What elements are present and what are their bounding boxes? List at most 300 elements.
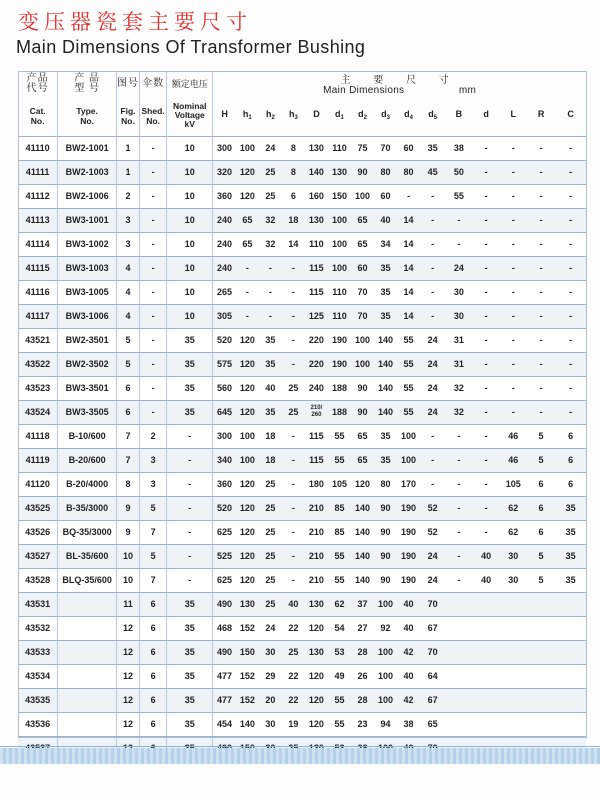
table-cell: 41117 — [18, 304, 58, 328]
table-cell: - — [167, 424, 213, 448]
table-cell: 24 — [420, 568, 445, 592]
header-cat-en: Cat. No. — [18, 96, 58, 136]
table-cell: 3 — [116, 232, 139, 256]
table-cell: 85 — [328, 496, 351, 520]
table-cell: 55 — [397, 352, 420, 376]
table-cell: 90 — [351, 400, 374, 424]
table-cell: 24 — [445, 256, 472, 280]
table-cell: 70 — [420, 640, 445, 664]
table-cell: BW3-1003 — [58, 256, 117, 280]
table-cell: - — [397, 184, 420, 208]
header-shed-en: Shed. No. — [139, 96, 166, 136]
table-cell: 67 — [420, 616, 445, 640]
table-cell: 43521 — [18, 328, 58, 352]
header-type-en: Type. No. — [58, 96, 117, 136]
table-cell — [500, 640, 527, 664]
table-cell: 9 — [116, 520, 139, 544]
table-cell: - — [259, 256, 282, 280]
table-cell: 32 — [259, 232, 282, 256]
table-cell: - — [167, 568, 213, 592]
table-cell: 35 — [374, 448, 397, 472]
table-cell: 10 — [167, 304, 213, 328]
table-cell: 140 — [374, 352, 397, 376]
table-cell: 24 — [420, 328, 445, 352]
table-cell: 575 — [213, 352, 236, 376]
table-cell: 150 — [236, 640, 259, 664]
table-cell: - — [527, 256, 555, 280]
table-cell: 340 — [213, 448, 236, 472]
table-cell: 100 — [328, 208, 351, 232]
table-cell: 25 — [282, 376, 305, 400]
table-row — [18, 496, 586, 520]
table-cell: 35 — [167, 688, 213, 712]
table-cell: 20 — [259, 688, 282, 712]
header-dim-B: B — [455, 108, 463, 119]
table-cell: - — [472, 208, 499, 232]
table-row — [18, 664, 586, 688]
table-cell: 100 — [374, 664, 397, 688]
table-cell: 24 — [420, 352, 445, 376]
table-cell: 115 — [305, 448, 328, 472]
header-voltage-en: Nominal Voltage kV — [167, 96, 213, 136]
table-cell: 100 — [374, 592, 397, 616]
table-cell: - — [500, 136, 527, 160]
table-cell: - — [445, 544, 472, 568]
table-cell: - — [500, 280, 527, 304]
table-cell: 35 — [259, 352, 282, 376]
table-cell: 28 — [351, 688, 374, 712]
table-cell: 490 — [213, 640, 236, 664]
table-cell: 520 — [213, 328, 236, 352]
table-cell: 35 — [167, 352, 213, 376]
table-cell: 477 — [213, 664, 236, 688]
table-cell: 65 — [236, 208, 259, 232]
table-cell: 5 — [116, 352, 139, 376]
table-cell: 110 — [305, 232, 328, 256]
table-cell: 25 — [259, 568, 282, 592]
table-cell: 65 — [420, 712, 445, 736]
table-cell: - — [236, 304, 259, 328]
table-cell — [58, 712, 117, 736]
table-cell: BW3-1006 — [58, 304, 117, 328]
table-cell: 35 — [167, 640, 213, 664]
table-cell: - — [527, 352, 555, 376]
table-cell — [472, 664, 499, 688]
table-cell: 30 — [500, 568, 527, 592]
table-cell: BW2-1003 — [58, 160, 117, 184]
table-cell: 150 — [328, 184, 351, 208]
table-cell: - — [445, 496, 472, 520]
table-cell — [527, 640, 555, 664]
table-cell: 152 — [236, 616, 259, 640]
table-cell: 22 — [282, 688, 305, 712]
table-cell: 6 — [282, 184, 305, 208]
table-cell: 43528 — [18, 568, 58, 592]
table-cell: 70 — [351, 280, 374, 304]
table-cell: 40 — [282, 592, 305, 616]
table-cell: - — [527, 232, 555, 256]
table-cell: - — [555, 400, 586, 424]
table-cell: - — [167, 496, 213, 520]
table-cell: - — [472, 400, 499, 424]
table-cell: 625 — [213, 568, 236, 592]
table-cell: 240 — [213, 256, 236, 280]
table-cell: 140 — [351, 544, 374, 568]
table-cell: 35 — [555, 496, 586, 520]
table-cell: 90 — [351, 376, 374, 400]
table-cell: 190 — [397, 496, 420, 520]
dimensions-table-container — [18, 71, 586, 737]
table-cell: 130 — [328, 160, 351, 184]
table-cell: 4 — [116, 280, 139, 304]
table-cell: 41114 — [18, 232, 58, 256]
table-cell: - — [472, 352, 499, 376]
table-cell: 19 — [282, 712, 305, 736]
footer-decorative-band — [0, 748, 600, 764]
table-cell: 55 — [328, 688, 351, 712]
table-cell: 6 — [555, 472, 586, 496]
table-cell: 210 — [305, 568, 328, 592]
table-cell — [445, 592, 472, 616]
table-cell — [58, 640, 117, 664]
table-cell — [555, 664, 586, 688]
table-cell: 300 — [213, 424, 236, 448]
table-cell: 90 — [374, 520, 397, 544]
table-cell: 41115 — [18, 256, 58, 280]
table-cell: 100 — [328, 232, 351, 256]
table-cell: B-20/600 — [58, 448, 117, 472]
table-cell: 80 — [374, 160, 397, 184]
table-cell: 265 — [213, 280, 236, 304]
table-cell: BW2-3501 — [58, 328, 117, 352]
table-cell: 45 — [420, 160, 445, 184]
table-cell: - — [445, 472, 472, 496]
table-cell: 6 — [116, 400, 139, 424]
table-cell: - — [472, 472, 499, 496]
table-cell: BW2-1006 — [58, 184, 117, 208]
table-cell: 120 — [236, 472, 259, 496]
table-row — [18, 376, 586, 400]
table-cell: 6 — [139, 616, 166, 640]
table-cell — [472, 640, 499, 664]
table-cell: 25 — [282, 640, 305, 664]
table-cell: 6 — [139, 712, 166, 736]
table-cell: 32 — [445, 376, 472, 400]
table-cell: 34 — [374, 232, 397, 256]
table-cell: - — [420, 232, 445, 256]
table-cell: 120 — [236, 520, 259, 544]
table-cell: - — [282, 424, 305, 448]
table-row — [18, 568, 586, 592]
table-cell: 3 — [139, 472, 166, 496]
table-cell — [555, 712, 586, 736]
table-cell: 9 — [116, 496, 139, 520]
table-cell: 10 — [167, 280, 213, 304]
table-cell: 2 — [139, 424, 166, 448]
table-row — [18, 640, 586, 664]
table-cell: 25 — [259, 592, 282, 616]
table-cell: 170 — [397, 472, 420, 496]
header-main-dimensions — [213, 71, 586, 96]
table-row — [18, 448, 586, 472]
table-cell: 18 — [259, 424, 282, 448]
table-cell: - — [500, 184, 527, 208]
table-cell: 5 — [527, 568, 555, 592]
table-row — [18, 520, 586, 544]
table-cell: - — [555, 184, 586, 208]
table-cell: 100 — [351, 328, 374, 352]
table-cell: 130 — [236, 592, 259, 616]
table-cell: 8 — [116, 472, 139, 496]
table-cell: 54 — [328, 616, 351, 640]
table-cell: 120 — [236, 160, 259, 184]
header-dim-d4: $d_4$ — [404, 108, 413, 121]
table-cell: 42 — [397, 640, 420, 664]
table-cell: B-35/3000 — [58, 496, 117, 520]
table-cell: - — [445, 568, 472, 592]
table-cell: 35 — [374, 256, 397, 280]
table-cell: - — [445, 448, 472, 472]
table-cell: 6 — [139, 592, 166, 616]
table-cell: 65 — [351, 208, 374, 232]
table-cell: 11 — [116, 592, 139, 616]
table-cell: 35 — [167, 712, 213, 736]
table-row — [18, 424, 586, 448]
table-cell: - — [500, 208, 527, 232]
table-cell: 24 — [420, 544, 445, 568]
table-cell: 92 — [374, 616, 397, 640]
table-cell: 140 — [236, 712, 259, 736]
header-voltage-zh: 额定电压 — [167, 71, 213, 96]
table-cell: 188 — [328, 376, 351, 400]
table-cell: 43536 — [18, 712, 58, 736]
table-cell: - — [555, 280, 586, 304]
table-cell: 525 — [213, 544, 236, 568]
table-cell — [472, 592, 499, 616]
table-cell: 35 — [167, 616, 213, 640]
table-row — [18, 712, 586, 736]
table-cell: - — [282, 328, 305, 352]
table-cell: 41112 — [18, 184, 58, 208]
table-cell — [445, 712, 472, 736]
table-cell: 55 — [328, 712, 351, 736]
table-cell: 125 — [305, 304, 328, 328]
table-cell: 110 — [328, 136, 351, 160]
table-cell: - — [472, 448, 499, 472]
table-cell: 65 — [236, 232, 259, 256]
table-cell: 120 — [305, 664, 328, 688]
table-cell: 60 — [397, 136, 420, 160]
table-cell: - — [167, 520, 213, 544]
header-type-zh: 产 品 型 号 — [58, 71, 117, 96]
table-row — [18, 400, 586, 424]
table-cell: BW3-1001 — [58, 208, 117, 232]
table-cell: 14 — [397, 280, 420, 304]
table-cell: 55 — [328, 544, 351, 568]
table-cell: 2 — [116, 184, 139, 208]
table-cell: 10 — [167, 136, 213, 160]
table-cell: 43526 — [18, 520, 58, 544]
header-main-dimensions-zh: 主 要 尺 寸 — [340, 75, 459, 86]
table-cell — [527, 664, 555, 688]
table-cell — [555, 616, 586, 640]
table-cell: 35 — [167, 664, 213, 688]
table-cell: 35 — [555, 544, 586, 568]
table-cell: 25 — [259, 544, 282, 568]
table-cell: 12 — [116, 664, 139, 688]
table-cell: - — [527, 160, 555, 184]
table-cell: - — [236, 256, 259, 280]
table-cell: 6 — [139, 664, 166, 688]
table-cell: 240 — [213, 208, 236, 232]
table-cell: 60 — [374, 184, 397, 208]
table-cell: 32 — [445, 400, 472, 424]
table-cell: 7 — [116, 448, 139, 472]
table-cell: 120 — [351, 472, 374, 496]
table-cell: 75 — [351, 136, 374, 160]
table-cell — [500, 688, 527, 712]
header-dim-d3: $d_3$ — [381, 108, 390, 121]
table-cell: 100 — [236, 136, 259, 160]
table-cell — [58, 664, 117, 688]
header-shed-zh: 伞数 — [139, 71, 166, 96]
table-cell: - — [527, 400, 555, 424]
table-cell: - — [527, 208, 555, 232]
table-cell: 30 — [500, 544, 527, 568]
header-dim-h2: $h_2$ — [265, 108, 275, 121]
table-cell: BW2-3502 — [58, 352, 117, 376]
table-cell: - — [139, 376, 166, 400]
table-cell: 41110 — [18, 136, 58, 160]
table-cell: 35 — [374, 280, 397, 304]
table-cell: - — [139, 304, 166, 328]
table-cell: 90 — [374, 568, 397, 592]
table-cell: 24 — [420, 400, 445, 424]
table-cell: BW2-1001 — [58, 136, 117, 160]
table-cell: 120 — [236, 400, 259, 424]
table-cell: - — [139, 400, 166, 424]
table-cell: 35 — [555, 568, 586, 592]
table-cell: 65 — [351, 424, 374, 448]
table-cell: 210 — [305, 544, 328, 568]
table-cell: 70 — [420, 592, 445, 616]
table-cell: - — [282, 520, 305, 544]
table-cell: 115 — [305, 256, 328, 280]
table-cell: 6 — [116, 376, 139, 400]
table-cell: 5 — [527, 424, 555, 448]
table-cell: - — [472, 304, 499, 328]
table-cell: 43527 — [18, 544, 58, 568]
table-cell: - — [282, 544, 305, 568]
table-cell: 240 — [213, 232, 236, 256]
table-cell: - — [472, 328, 499, 352]
table-cell: 210 — [305, 520, 328, 544]
table-cell: BLQ-35/600 — [58, 568, 117, 592]
table-row — [18, 304, 586, 328]
table-cell: 140 — [351, 568, 374, 592]
table-cell: 100 — [328, 256, 351, 280]
header-dim-d1: $d_1$ — [335, 108, 344, 121]
table-cell: 28 — [351, 640, 374, 664]
bushing-dimensions-table — [18, 71, 586, 761]
table-cell: 468 — [213, 616, 236, 640]
table-cell: 40 — [472, 568, 499, 592]
header-dim-d: d — [483, 108, 489, 119]
table-row — [18, 544, 586, 568]
table-cell: 55 — [328, 568, 351, 592]
footer-line — [0, 746, 600, 747]
header-dim-d5: $d_5$ — [428, 108, 438, 121]
header-dim-D: D — [313, 108, 320, 119]
table-cell — [500, 616, 527, 640]
table-cell: - — [527, 184, 555, 208]
table-cell: 320 — [213, 160, 236, 184]
table-cell: - — [167, 472, 213, 496]
table-cell: 25 — [259, 520, 282, 544]
table-cell: - — [445, 520, 472, 544]
table-cell: 120 — [305, 712, 328, 736]
table-cell: - — [472, 136, 499, 160]
table-cell — [445, 616, 472, 640]
table-cell: 100 — [374, 688, 397, 712]
table-cell: 490 — [213, 592, 236, 616]
table-cell: 55 — [397, 376, 420, 400]
table-cell: 160 — [305, 184, 328, 208]
table-cell: 115 — [305, 424, 328, 448]
table-cell: 40 — [374, 208, 397, 232]
table-cell: - — [259, 304, 282, 328]
table-cell: 35 — [555, 520, 586, 544]
table-cell: 10 — [167, 232, 213, 256]
page-title-chinese: 变压器瓷套主要尺寸 — [18, 10, 252, 34]
header-dim-h3: $h_3$ — [288, 108, 298, 121]
table-cell: 130 — [305, 208, 328, 232]
table-row — [18, 352, 586, 376]
header-dim-d2: $d_2$ — [358, 108, 367, 121]
table-cell: 65 — [351, 232, 374, 256]
table-cell: - — [555, 136, 586, 160]
table-cell: - — [445, 424, 472, 448]
table-cell: 12 — [116, 688, 139, 712]
table-cell: 25 — [259, 472, 282, 496]
table-cell: 4 — [116, 256, 139, 280]
table-cell: 24 — [259, 136, 282, 160]
table-cell — [445, 688, 472, 712]
table-cell: - — [420, 256, 445, 280]
header-main-dimensions-en: Main Dimensions — [323, 85, 405, 96]
table-cell: 25 — [259, 496, 282, 520]
table-cell: 25 — [282, 400, 305, 424]
table-cell — [472, 688, 499, 712]
table-cell: 85 — [328, 520, 351, 544]
table-cell: 105 — [328, 472, 351, 496]
table-cell: 35 — [374, 424, 397, 448]
table-cell: 25 — [259, 184, 282, 208]
table-cell: 190 — [328, 328, 351, 352]
table-cell: - — [472, 256, 499, 280]
table-cell: - — [139, 352, 166, 376]
table-cell: 120 — [236, 568, 259, 592]
table-cell: 100 — [351, 352, 374, 376]
table-cell: 30 — [445, 304, 472, 328]
table-cell: 46 — [500, 424, 527, 448]
table-cell: - — [555, 352, 586, 376]
table-cell: 46 — [500, 448, 527, 472]
table-cell: - — [472, 496, 499, 520]
table-cell: 64 — [420, 664, 445, 688]
table-cell: 140 — [374, 328, 397, 352]
table-cell: 10 — [116, 544, 139, 568]
